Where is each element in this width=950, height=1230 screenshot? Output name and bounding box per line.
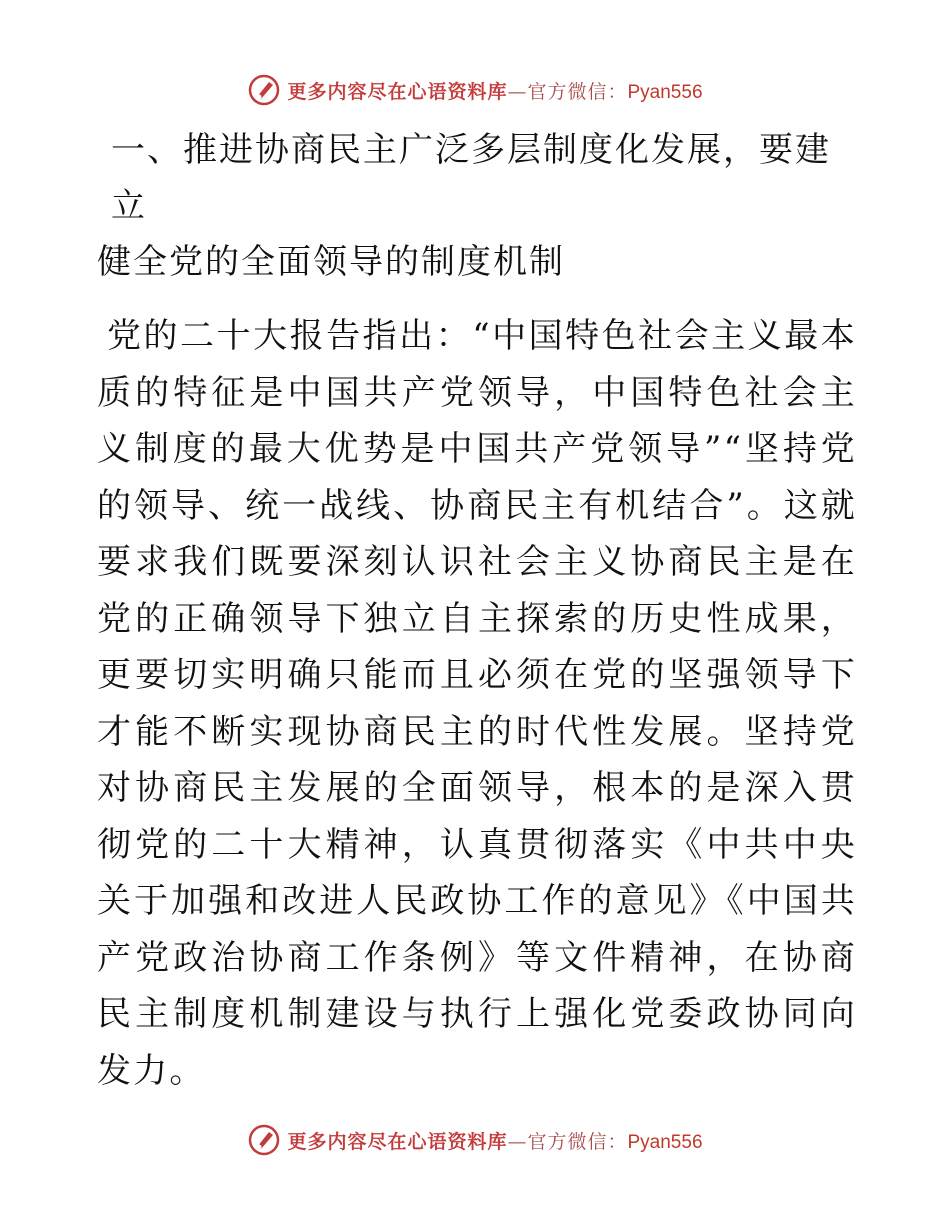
- watermark-brand: 更多内容尽在心语资料库: [287, 1130, 508, 1153]
- quill-pen-logo-icon: [247, 73, 281, 107]
- watermark-text: [287, 1127, 702, 1154]
- watermark-banner-bottom: [0, 1120, 950, 1160]
- section-heading-line-1: 一、推进协商民主广泛多层制度化发展，要建立: [111, 130, 831, 226]
- watermark-wechat-label: 官方微信：: [527, 1130, 628, 1153]
- watermark-separator: —: [507, 1130, 528, 1153]
- watermark-brand: 更多内容尽在心语资料库: [287, 80, 508, 103]
- watermark-wechat-label: 官方微信：: [527, 80, 628, 103]
- watermark-separator: —: [507, 80, 528, 103]
- section-heading: [97, 122, 857, 290]
- quill-pen-logo-icon: [247, 1123, 281, 1157]
- watermark-handle: Pyan556: [627, 1131, 703, 1153]
- watermark-banner-top: [0, 70, 950, 110]
- body-paragraph: 党的二十大报告指出：“中国特色社会主义最本质的特征是中国共产党领导，中国特色社会主义制度的最大优势是中国共产党领导”“坚持党的领导、统一战线、协商民主有机结合”。这就要求我们既要深刻认识社会主义协商民主是在党的正确领导下独立自主探索的历史性成果，更要切实明确只能而且必须在党的坚强领导下才能不断实现协商民主的时代性发展。坚持党对协商民主发展的全面领导，根本的是深入贯彻党的二十大精神，认真贯彻落实《中共中央关于加强和改进人民政协工作的意见》《中国共产党政治协商工作条例》等文件精神，在协商民主制度机制建设与执行上强化党委政协同向发力。: [97, 316, 857, 1091]
- watermark-handle: Pyan556: [627, 81, 703, 103]
- section-heading-line-2: 健全党的全面领导的制度机制: [97, 242, 565, 282]
- watermark-text: [287, 77, 702, 104]
- document-body: [97, 122, 857, 1099]
